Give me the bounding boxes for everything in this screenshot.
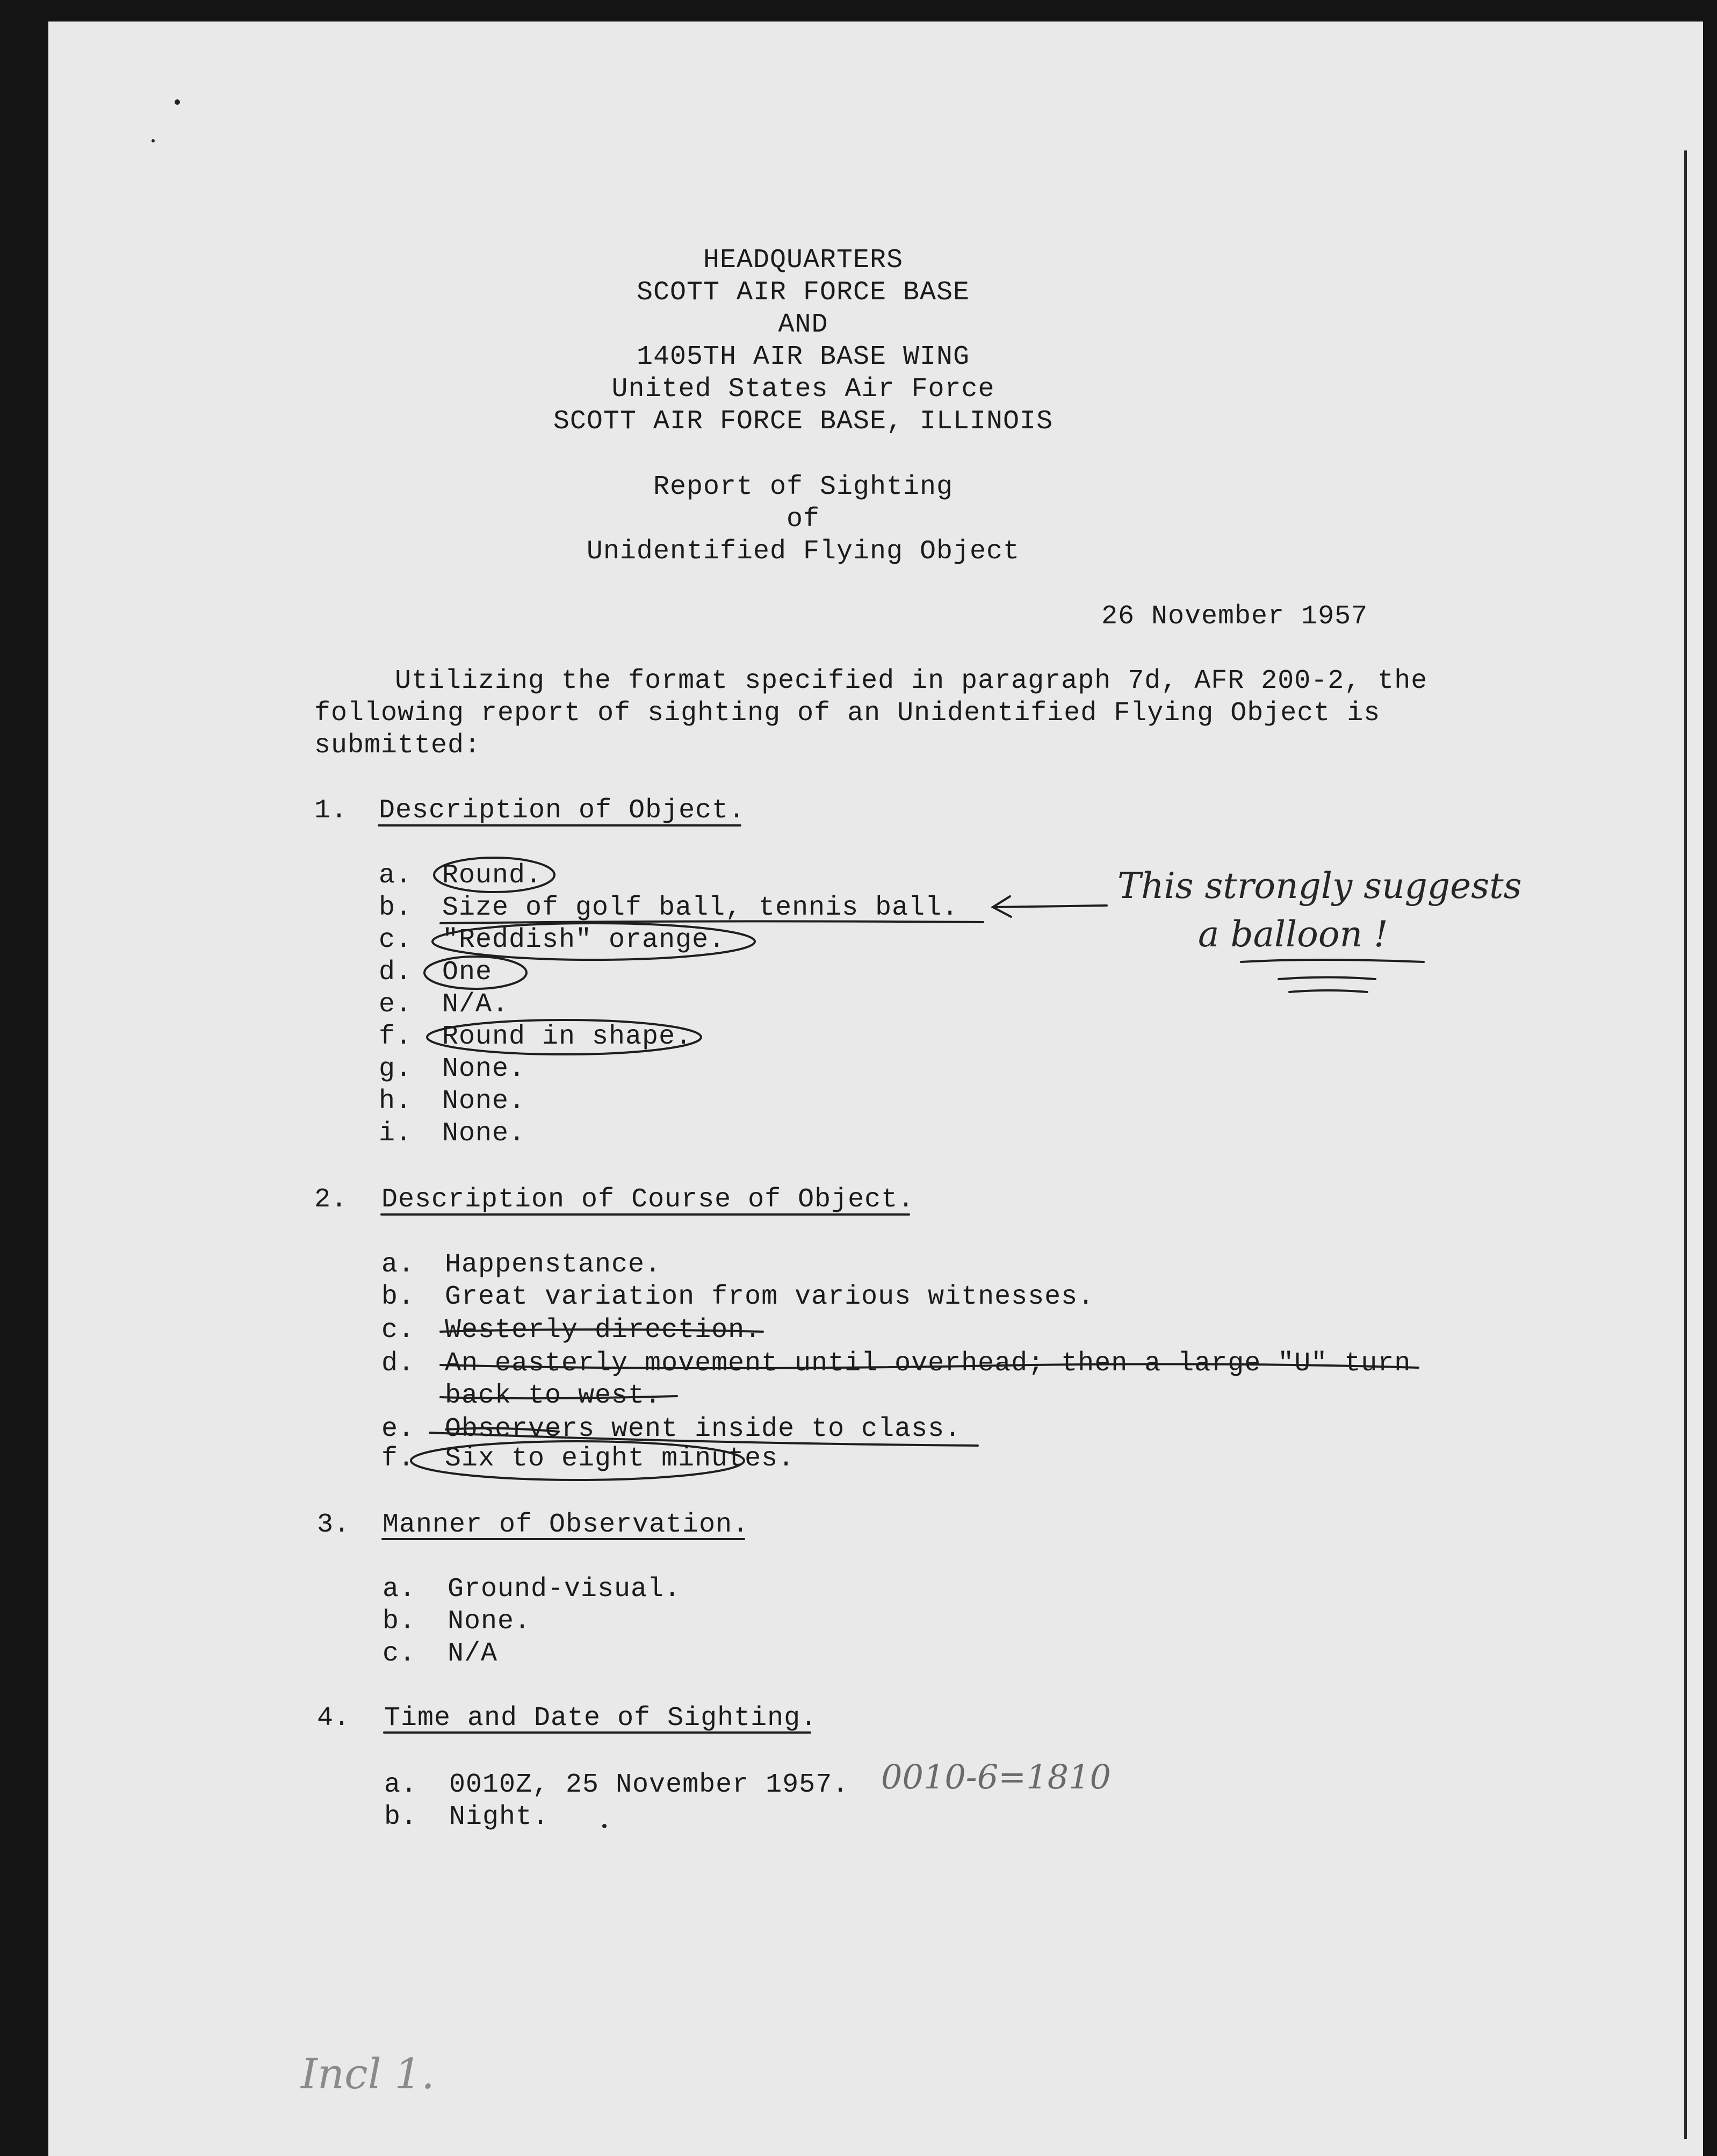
report-title-line-1: Report of Sighting <box>653 472 954 502</box>
circle-mark <box>427 1020 701 1054</box>
section-3-heading: Manner of Observation. <box>383 1510 749 1540</box>
section-1-item-text: "Reddish" orange. <box>442 925 726 955</box>
circle-mark <box>432 923 755 960</box>
handwritten-footer-mark: Incl 1. <box>301 2050 435 2098</box>
handwritten-margin-note-line-2: a balloon ! <box>1198 914 1388 955</box>
section-3-item-text: Ground-visual. <box>448 1574 681 1605</box>
section-1-item-letter: d. <box>379 957 413 988</box>
report-date: 26 November 1957 <box>1101 601 1368 632</box>
section-3-item-letter: a. <box>383 1574 416 1605</box>
intro-line-3: submitted: <box>314 730 481 761</box>
pen-underline <box>441 921 983 923</box>
section-2-item-continuation: back to west. <box>445 1381 662 1411</box>
section-1-item-text: Round. <box>442 860 543 891</box>
arrow-icon <box>994 905 1107 907</box>
section-1-item-letter: h. <box>379 1086 413 1117</box>
header-line-5: United States Air Force <box>611 374 995 405</box>
report-title-line-3: Unidentified Flying Object <box>586 536 1020 567</box>
section-1-item-text: None. <box>442 1054 526 1084</box>
section-3-number: 3. <box>317 1510 351 1540</box>
pen-underline <box>1289 990 1367 992</box>
pen-strike <box>446 1428 559 1432</box>
header-line-2: SCOTT AIR FORCE BASE <box>636 277 970 308</box>
section-2-item-letter: a. <box>381 1249 415 1280</box>
pen-underline <box>441 1329 763 1332</box>
intro-line-2: following report of sighting of an Unidentified Flying Object is <box>314 698 1381 729</box>
handwritten-time-calculation: 0010-6=1810 <box>881 1757 1111 1796</box>
section-2-item-text: Great variation from various witnesses. <box>445 1282 1095 1312</box>
section-4-item-text: Night. <box>449 1802 550 1832</box>
section-2-item-text: Happenstance. <box>445 1249 662 1280</box>
section-2-item-letter: c. <box>381 1315 415 1346</box>
section-1-item-letter: f. <box>379 1022 413 1052</box>
section-4-number: 4. <box>317 1703 351 1734</box>
section-3-item-text: N/A <box>448 1638 498 1669</box>
circle-mark <box>424 957 526 989</box>
pen-underline <box>1279 978 1375 980</box>
dust-speck <box>152 139 155 142</box>
pen-underline <box>441 1396 677 1398</box>
section-1-item-letter: a. <box>379 860 413 891</box>
header-line-4: 1405TH AIR BASE WING <box>636 342 970 372</box>
section-2-item-letter: f. <box>381 1443 415 1474</box>
section-3-item-text: None. <box>448 1606 531 1637</box>
section-3-item-letter: b. <box>383 1606 416 1637</box>
section-2-heading: Description of Course of Object. <box>381 1184 915 1215</box>
section-2-item-text: Westerly direction. <box>445 1315 762 1346</box>
section-2-item-letter: e. <box>381 1414 415 1444</box>
section-3-item-letter: c. <box>383 1638 416 1669</box>
section-1-item-text: Size of golf ball, tennis ball. <box>442 893 959 923</box>
section-1-item-letter: c. <box>379 925 413 955</box>
section-1-item-text: None. <box>442 1086 526 1117</box>
pen-underline <box>1241 960 1424 962</box>
section-2-item-letter: b. <box>381 1282 415 1312</box>
section-4-item-text: 0010Z, 25 November 1957. <box>449 1770 849 1800</box>
header-line-1: HEADQUARTERS <box>703 245 904 276</box>
circle-mark <box>434 858 554 892</box>
section-2-item-text: Six to eight minutes. <box>445 1443 795 1474</box>
section-1-item-letter: b. <box>379 893 413 923</box>
section-1-heading: Description of Object. <box>379 795 746 826</box>
report-title-line-2: of <box>786 504 820 535</box>
section-1-item-letter: i. <box>379 1118 413 1149</box>
section-1-item-text: None. <box>442 1118 526 1149</box>
pen-underline <box>441 1364 1418 1368</box>
intro-line-1: Utilizing the format specified in paragraph 7d, AFR 200-2, the <box>395 666 1428 696</box>
section-1-item-text: One <box>442 957 493 988</box>
section-1-number: 1. <box>314 795 348 826</box>
header-line-3: AND <box>778 310 828 340</box>
section-2-item-text: Observers went inside to class. <box>445 1414 962 1444</box>
section-4-item-letter: b. <box>384 1802 418 1832</box>
section-1-item-letter: g. <box>379 1054 413 1084</box>
dust-speck <box>175 99 180 105</box>
header-line-6: SCOTT AIR FORCE BASE, ILLINOIS <box>553 406 1054 437</box>
circle-mark <box>411 1441 744 1480</box>
section-2-number: 2. <box>314 1184 348 1215</box>
section-1-item-text: Round in shape. <box>442 1022 692 1052</box>
section-2-item-letter: d. <box>381 1348 415 1379</box>
section-4-heading: Time and Date of Sighting. <box>384 1703 818 1734</box>
section-1-item-letter: e. <box>379 989 413 1020</box>
section-2-item-text: An easterly movement until overhead; then a large "U" turn <box>445 1348 1411 1379</box>
section-4-item-letter: a. <box>384 1770 418 1800</box>
section-1-item-text: N/A. <box>442 989 509 1020</box>
dust-speck <box>602 1824 607 1828</box>
handwritten-margin-note-line-1: This strongly suggests <box>1117 865 1522 907</box>
